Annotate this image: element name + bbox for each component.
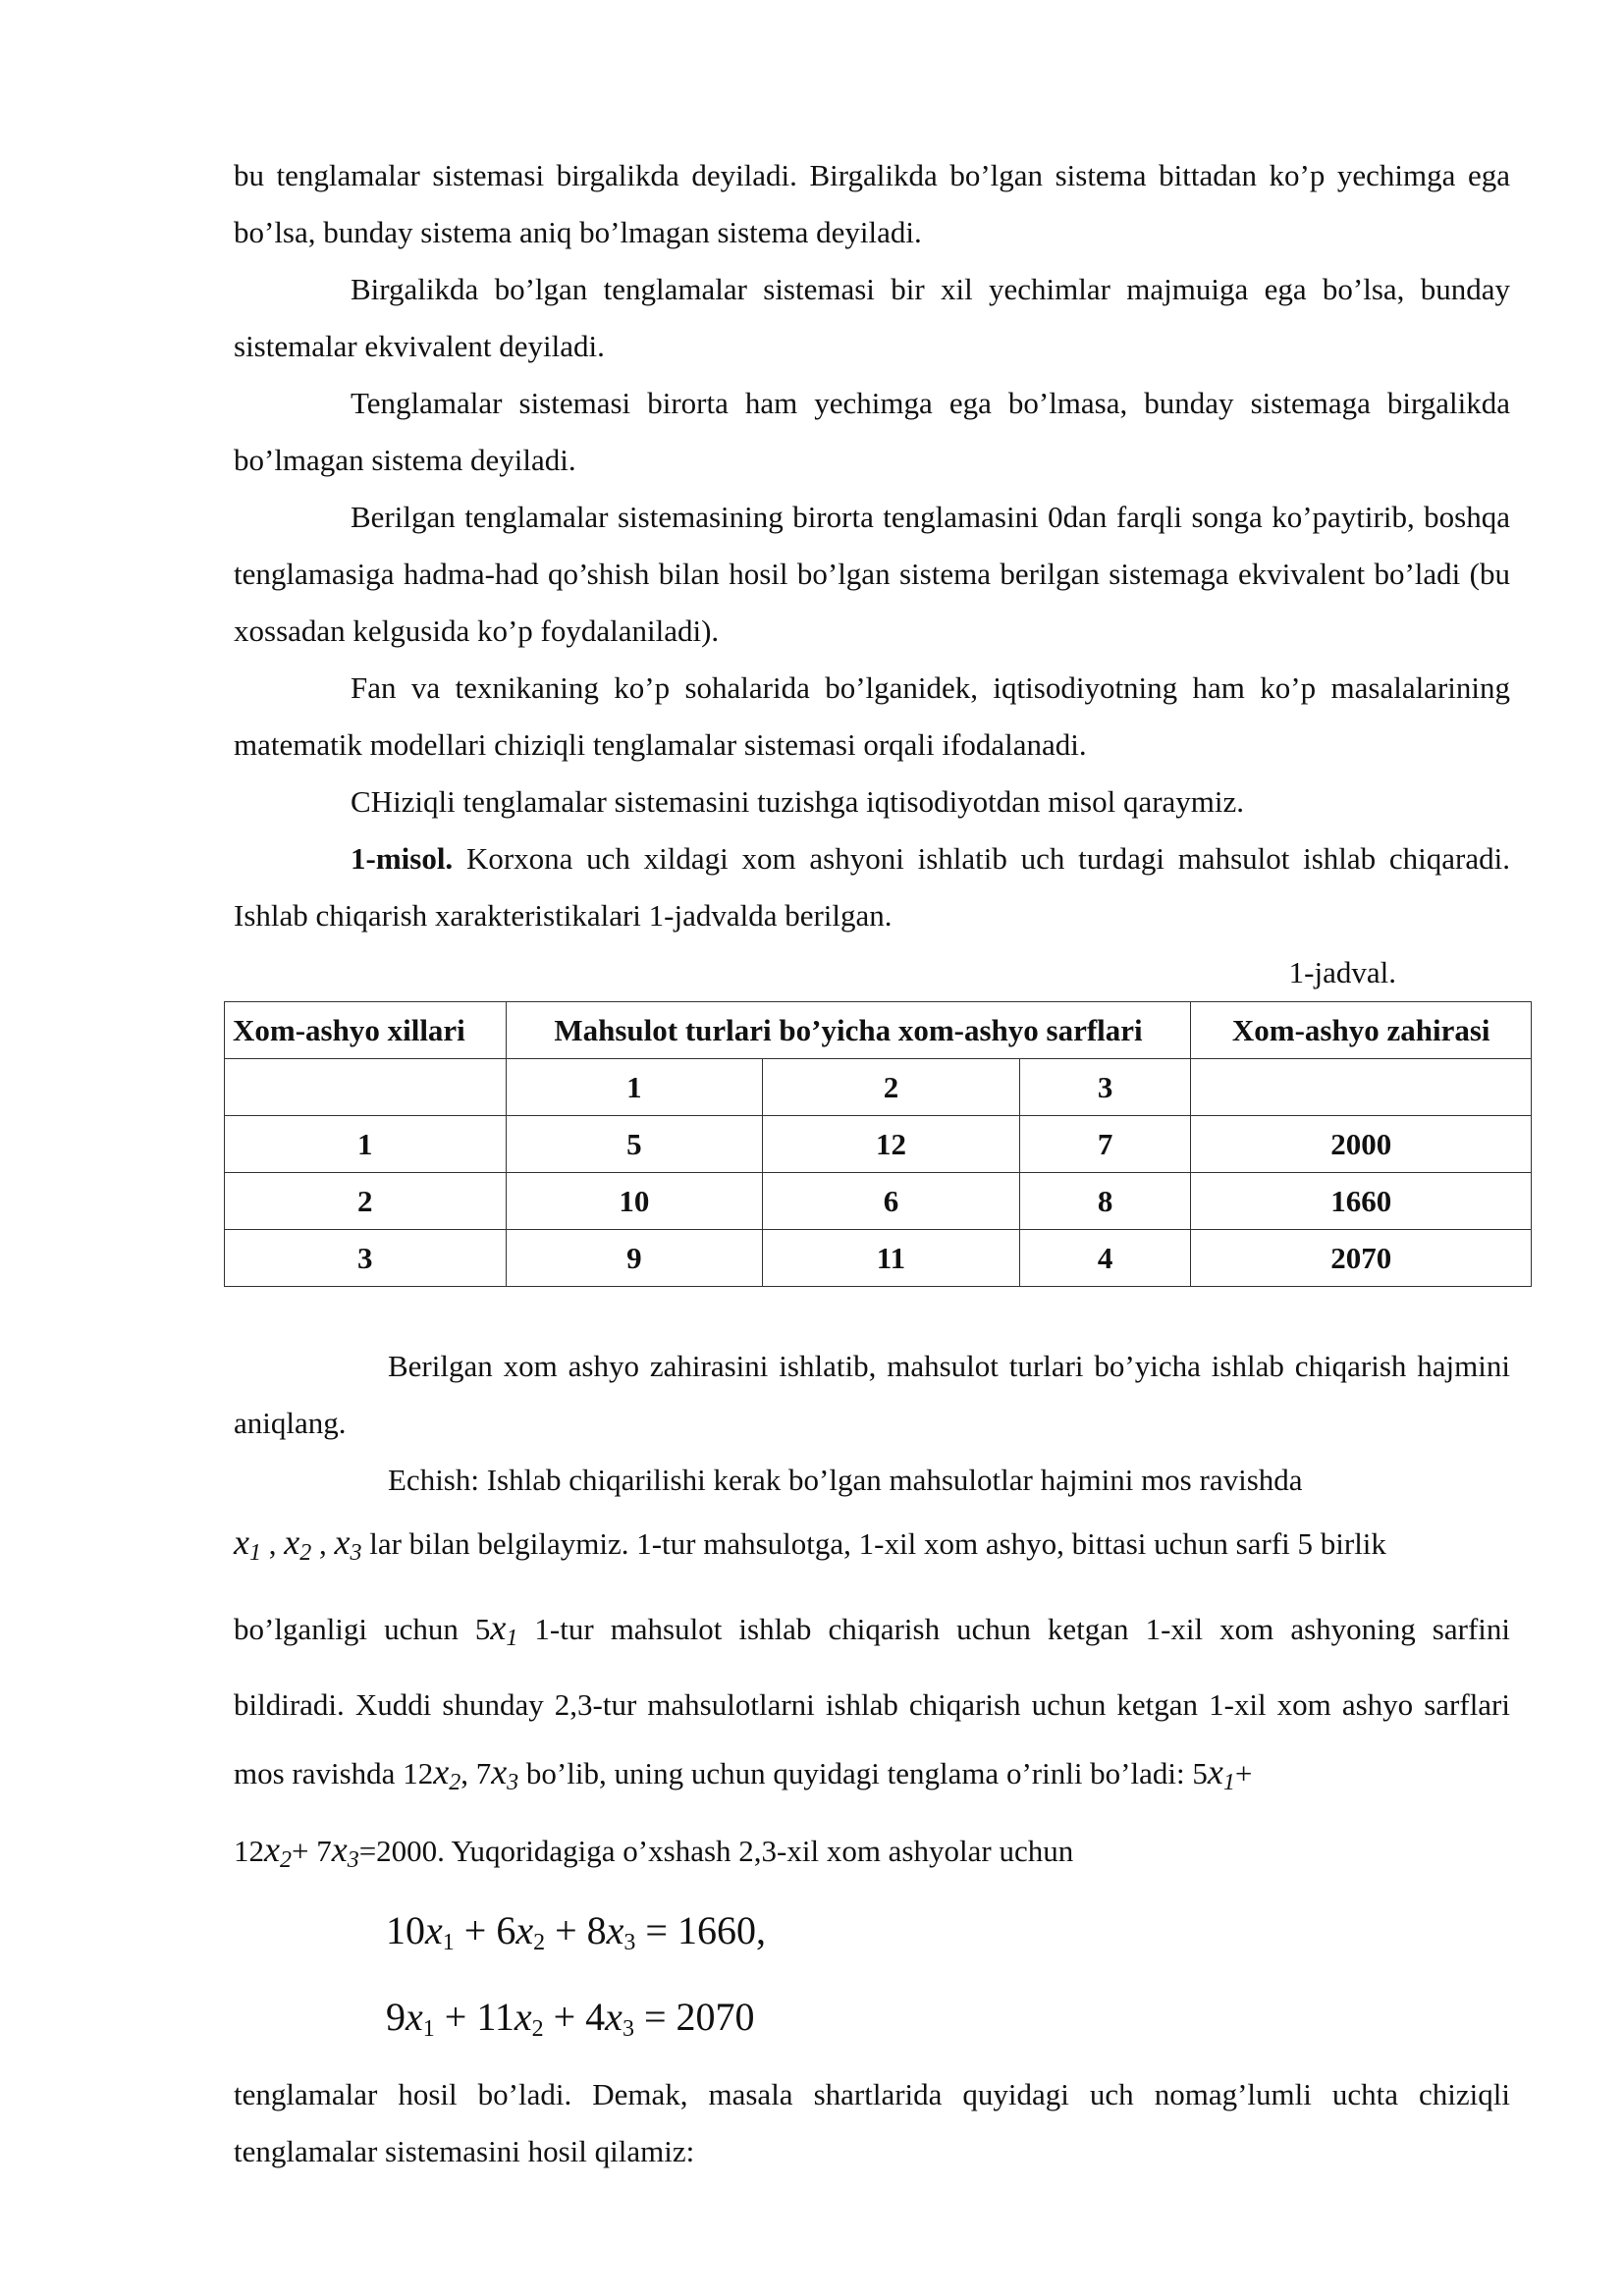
data-table bbox=[224, 1001, 1532, 1287]
paragraph-6: CHiziqli tenglamalar sistemasini tuzishga iqtisodiyotdan misol qaraymiz. bbox=[351, 784, 1245, 819]
paragraph-1: bu tenglamalar sistemasi birgalikda deyiladi. Birgalikda bo’lgan sistema bittadan ko’p yechimga ega bo’lsa, bunday sistema aniq bo’lmagan sistema deyiladi. bbox=[234, 158, 1510, 249]
table-cell: 1 bbox=[506, 1059, 763, 1116]
paragraph-5: Fan va texnikaning ko’p sohalarida bo’lganidek, iqtisodiyotning ham ko’p masalalarining matematik modellari chiziqli tenglamalar sistemasi orqali ifodalanadi. bbox=[234, 670, 1510, 762]
table-cell: 1660 bbox=[1191, 1173, 1532, 1230]
table-cell: 10 bbox=[506, 1173, 763, 1230]
example-text: Korxona uch xildagi xom ashyoni ishlatib uch turdagi mahsulot ishlab chiqaradi. Ishlab chiqarish xarakteristikalari 1-jadvalda berilgan. bbox=[234, 841, 1510, 933]
table-cell: 11 bbox=[763, 1230, 1020, 1287]
table-subheader-row bbox=[225, 1059, 1532, 1116]
paragraph-7 bbox=[234, 830, 1510, 944]
table-cell: 3 bbox=[1019, 1059, 1191, 1116]
var-x1: $x_1$ bbox=[234, 1522, 261, 1566]
table-cell bbox=[1191, 1059, 1532, 1116]
table-cell: 2070 bbox=[1191, 1230, 1532, 1287]
table-header-row bbox=[225, 1002, 1532, 1059]
table-row bbox=[225, 1116, 1532, 1173]
table-cell: 3 bbox=[225, 1230, 507, 1287]
table-cell: 9 bbox=[506, 1230, 763, 1287]
var-x3: $x_3$ bbox=[491, 1752, 519, 1795]
paragraph-9b: $x_1$ , $x_2$ , $x_3$ lar bilan belgilaymiz. 1-tur mahsulotga, 1-xil xom ashyo, bittasi uchun sarfi 5 birlik bbox=[234, 1522, 1386, 1566]
var-x3: $x_3$ bbox=[331, 1830, 359, 1873]
document-page bbox=[234, 147, 1510, 2180]
table-row bbox=[225, 1230, 1532, 1287]
table-cell: 8 bbox=[1019, 1173, 1191, 1230]
var-x2: $x_2$ bbox=[264, 1830, 292, 1873]
var-x2: $x_2$ bbox=[284, 1522, 312, 1566]
text-run: =2000. Yuqoridagiga o’xshash 2,3-xil xom ashyolar uchun bbox=[358, 1834, 1074, 1868]
table-cell: 12 bbox=[763, 1116, 1020, 1173]
table-cell: 7 bbox=[1019, 1116, 1191, 1173]
table-header-cell: Xom-ashyo xillari bbox=[225, 1002, 507, 1059]
text-run: 1-tur mahsulot ishlab chiqarish uchun ketgan 1-xil xom ashyoning sarfini bildiradi. Xuddi shunday 2,3-tur mahsulotlarni ishlab chiqarish uchun ketgan 1-xil xom ashyo sarflari mos ravishda 12 bbox=[234, 1612, 1510, 1790]
var-x2: $x_2$ bbox=[433, 1752, 461, 1795]
example-label: 1-misol. bbox=[351, 841, 454, 876]
equation-1: $10x_1 + 6x_2 + 8x_3 = 1660$, bbox=[386, 1908, 766, 1955]
paragraph-2: Birgalikda bo’lgan tenglamalar sistemasi bir xil yechimlar majmuiga ega bo’lsa, bunday sistemalar ekvivalent deyiladi. bbox=[234, 272, 1510, 363]
table-cell: 6 bbox=[763, 1173, 1020, 1230]
table-cell bbox=[225, 1059, 507, 1116]
table-cell: 4 bbox=[1019, 1230, 1191, 1287]
equation-2: $9x_1 + 11x_2 + 4x_3 = 2070$ bbox=[386, 1995, 755, 2042]
text-run: + bbox=[1234, 1756, 1253, 1790]
text-run: bo’lib, uning uchun quyidagi tenglama o’rinli bo’ladi: 5 bbox=[518, 1756, 1208, 1790]
table-header-cell: Xom-ashyo zahirasi bbox=[1191, 1002, 1532, 1059]
table-cell: 2 bbox=[763, 1059, 1020, 1116]
text-run: + 7 bbox=[291, 1834, 332, 1868]
paragraph-3: Tenglamalar sistemasi birorta ham yechimga ega bo’lmasa, bunday sistemaga birgalikda bo’lmagan sistema deyiladi. bbox=[234, 386, 1510, 477]
paragraph-9b-text: lar bilan belgilaymiz. 1-tur mahsulotga, 1-xil xom ashyo, bittasi uchun sarfi 5 birlik bbox=[369, 1526, 1386, 1561]
var-x3: $x_3$ bbox=[334, 1522, 362, 1566]
table-cell: 2 bbox=[225, 1173, 507, 1230]
var-x1: $x_1$ bbox=[1207, 1752, 1235, 1795]
table-cell: 5 bbox=[506, 1116, 763, 1173]
table-cell: 2000 bbox=[1191, 1116, 1532, 1173]
paragraph-8: Berilgan xom ashyo zahirasini ishlatib, mahsulot turlari bo’yicha ishlab chiqarish hajmini aniqlang. bbox=[234, 1349, 1510, 1440]
table-row bbox=[225, 1173, 1532, 1230]
table-caption: 1-jadval. bbox=[1288, 955, 1396, 989]
text-run: 12 bbox=[234, 1834, 264, 1868]
var-x1: $x_1$ bbox=[490, 1608, 518, 1651]
table-cell: 1 bbox=[225, 1116, 507, 1173]
paragraph-12: tenglamalar hosil bo’ladi. Demak, masala shartlarida quyidagi uch nomag’lumli uchta chiziqli tenglamalar sistemasini hosil qilamiz: bbox=[234, 2077, 1510, 2168]
paragraph-9a: Echish: Ishlab chiqarilishi kerak bo’lgan mahsulotlar hajmini mos ravishda bbox=[388, 1463, 1303, 1497]
text-run: , 7 bbox=[460, 1756, 492, 1790]
paragraph-4: Berilgan tenglamalar sistemasining birorta tenglamasini 0dan farqli songa ko’paytirib, boshqa tenglamasiga hadma-had qo’shish bilan hosil bo’lgan sistema berilgan sistemaga ekvivalent bo’ladi (bu xossadan kelgusida ko’p foydalaniladi). bbox=[234, 500, 1510, 648]
table-header-cell: Mahsulot turlari bo’yicha xom-ashyo sarflari bbox=[506, 1002, 1191, 1059]
text-run: bo’lganligi uchun 5 bbox=[234, 1612, 491, 1646]
paragraph-10 bbox=[234, 1594, 1510, 1894]
